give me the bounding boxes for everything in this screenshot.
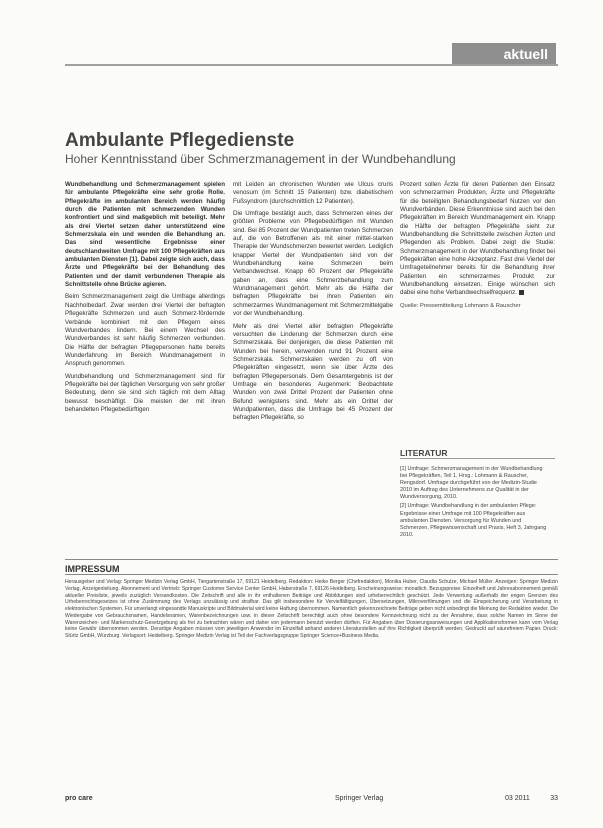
literature-heading: LITERATUR bbox=[400, 448, 448, 458]
footer-magazine: pro care bbox=[65, 795, 93, 802]
page-footer bbox=[65, 795, 558, 809]
section-banner: aktuell bbox=[452, 43, 556, 65]
footer-issue: 03 2011 bbox=[505, 795, 530, 802]
body-paragraph: Wundbehandlung und Schmerzmanagement sind für Pflegekräfte bei der täglichen Versorgung von sehr großer Bedeutung, denn sie sind sich täglich mit dem Alltag bewusst beschäftigt. Die meisten der mit ihren behandelten Pflegebedürftigen bbox=[65, 372, 225, 413]
literature-item: [2] Umfrage: Wundbehandlung in der ambulanten Pflege: Ergebnisse einer Umfrage mit 100 Pflegekräften aus ambulanten Diensten. Versorgung für Wunden und Schmerzen, Pflegewissenschaft und Praxis, Heft 3, Jahrgang 2010. bbox=[400, 503, 547, 538]
literature-list bbox=[400, 466, 550, 541]
literature-rule bbox=[400, 458, 555, 459]
footer-page-number: 33 bbox=[550, 795, 558, 802]
article-column-3 bbox=[400, 181, 555, 314]
literature-item: [1] Umfrage: Schmerzmanagement in der Wundbehandlung bei Pflegekräften, Teil 1. Hrsg.: Lohmann & Rauscher, Rengsdorf. Umfrage durchgeführt von der Medizin-Studie 2010 im Auftrag des Unternehmens zur Qualität in der Wundversorgung, 2010. bbox=[400, 466, 543, 501]
article-column-2 bbox=[233, 181, 393, 427]
article-subtitle: Hoher Kenntnisstand über Schmerzmanagement in der Wundbehandlung bbox=[65, 152, 456, 166]
body-paragraph bbox=[400, 181, 555, 298]
impressum-paragraph: Herausgeber und Verlag: Springer Medizin Verlag GmbH, Tiergartenstraße 17, 69121 Heidelberg. Redaktion: Heike Berger (Chefredaktion), Monika Huber, Claudia Schulze, Michael Müller. Anzeigen: Springer Medizin Verlag, Anzeigenleitung. Abonnement und Vertrieb: Springer Customer Service Center GmbH, Haberstraße 7, 69126 Heidelberg. Erscheinungsweise: monatlich. Bezugspreise: Einzelheft und Jahresabonnement gemäß aktueller Preisliste, jeweils zuzüglich Versandkosten. Die Zeitschrift und alle in ihr enthaltenen Beiträge und Abbildungen sind urheberrechtlich geschützt. Jede Verwertung außerhalb der engen Grenzen des Urheberrechtsgesetzes ist ohne Zustimmung des Verlags unzulässig und strafbar. Das gilt insbesondere für Vervielfältigungen, Übersetzungen, Mikroverfilmungen und die Einspeicherung und Verarbeitung in elektronischen Systemen. Für unverlangt eingesandte Manuskripte und Bildmaterial wird keine Haftung übernommen. Namentlich gekennzeichnete Beiträge geben nicht unbedingt die Meinung der Redaktion wieder. Die Wiedergabe von Gebrauchsnamen, Handelsnamen, Warenbezeichnungen usw. in dieser Zeitschrift berechtigt auch ohne besondere Kennzeichnung nicht zu der Annahme, dass solche Namen im Sinne der Warenzeichen- und Markenschutz-Gesetzgebung als frei zu betrachten wären und daher von jedermann benutzt werden dürften. Für Angaben über Dosierungsanweisungen und Applikationsformen kann vom Verlag keine Gewähr übernommen werden. Derartige Angaben müssen vom jeweiligen Anwender im Einzelfall anhand anderer Literaturstellen auf ihre Richtigkeit überprüft werden. Gedruckt auf säurefreiem Papier. Druck: Stürtz GmbH, Würzburg. Verlagsort: Heidelberg. Springer Medizin Verlag ist Teil der Fachverlagsgruppe Springer Science+Business Media. bbox=[65, 579, 558, 639]
impressum-text bbox=[65, 579, 558, 640]
body-paragraph: Die Umfrage bestätigt auch, dass Schmerzen eines der größten Probleme von Pflegebedürftigen mit Wunden sind. Bei 85 Prozent der Wundpatienten treten Schmerzen auf, die von Betroffenen als mit einer mittel-starken Therapie der Wundschmerzen bewertet werden. Lediglich knapper Viertel der Wundpatienten sind von der Wundbehandlung keine Schmerzen beim Verbandwechsel. Knapp 60 Prozent der Pflegekräfte gaben an, dass eine Schmerzbehandlung zum Wundmanagement gehört. Mehr als die Hälfte der befragten Pflegekräfte bei ihren Patienten ein schmerzarmes Wundmanagement mit Schmerzmittelgabe vor der Wundbehandlung. bbox=[233, 210, 393, 318]
impressum-heading: IMPRESSUM bbox=[65, 564, 120, 574]
header-rule bbox=[65, 64, 558, 66]
body-paragraph: Beim Schmerzmanagement zeigt die Umfrage allerdings Nachholbedarf. Zwar werden drei Viertel der befragten Pflegekräfte Schmerzen und auch Schmerz-fördernde Verbände kombiniert mit den Pflegern eines Wundverbandes lindern. Bei einem Wechsel des Wundverbandes ist sehr häufig Schmerzen verbunden. Die Hälfte der befragten Pflegepersonen hatte bereits Wunderfahrung im Bereich Wundmanagement in Anspruch genommen. bbox=[65, 293, 225, 368]
body-text: Prozent sollen Ärzte für deren Patienten den Einsatz von schmerzarmen Produkten, Ärzte und Pflegekräfte für die beteiligten Behandlungsbedarf Nutzen vor den Wundverbänden. Diese Erkenntnisse sind auch bei den Pflegekräften im Bereich Wundmanagement ein. Knapp die Hälfte der befragten Pflegekräfte sieht zur Wundbehandlung die Schnittstelle zwischen Ärzten und Pflegenden als Problem. Dabei zeigt die Studie: Schmerzmanagement in der Wundbehandlung findet bei Pflegekräften eine hohe Akzeptanz. Fast drei Viertel der Umfrageteilnehmer bereits für die Behandlung ihrer Patienten ein schmerzarmes Produkt zur Wundbehandlung einsetzen. Einige wünschen sich dabei eine hohe Verbandwechselfrequenz. bbox=[400, 181, 555, 297]
article-column-1 bbox=[65, 181, 225, 418]
end-of-article-mark bbox=[519, 290, 524, 295]
footer-publisher: Springer Verlag bbox=[335, 795, 384, 802]
source-note: Quelle: Pressemitteilung Lohmann & Rauscher bbox=[400, 302, 521, 309]
body-paragraph: mit Leiden an chronischen Wunden wie Ulcus cruris venosum (im Schnitt 15 Patienten) bzw. diabetischem Fußsyndrom (durchschnittlich 12 Patienten). bbox=[233, 181, 393, 205]
impressum-top-rule bbox=[65, 559, 558, 560]
article-title: Ambulante Pflegedienste bbox=[65, 130, 295, 151]
lead-paragraph: Wundbehandlung und Schmerzmanagement spielen für ambulante Pflegekräfte eine sehr große Rolle. Pflegekräfte im ambulanten Bereich werden häufig durch die Patienten mit schmerzenden Wunden konfrontiert und sind maßgeblich mit beteiligt. Mehr als drei Viertel setzen daher unterstützend eine Schmerzskala ein und wenden die Behandlung an. Das sind wesentliche Ergebnisse einer deutschlandweiten Umfrage mit 100 Pflegekräften aus ambulanten Diensten [1]. Dabei zeigte sich auch, dass Ärzte und Pflegekräfte bei der Behandlung des Patienten und der damit verbundenen Therapie als Schnittstelle ohne Brücke agieren. bbox=[65, 181, 225, 289]
impressum-rule bbox=[65, 574, 558, 575]
body-paragraph: Mehr als drei Viertel aller befragten Pflegekräfte versuchten die Linderung der Schmerzen durch eine Schmerzskala. Bei denjenigen, die diese Patienten mit Wunden bei herein, verwenden rund 91 Prozent eine Schmerzskala. Schmerzskalen werden zu oft von Pflegekräften eingesetzt, wenn sie über Ärzte des befragten Pflegepersonals. Dem Gesamtergebnis ist der Umfrage ein besonderes Augenmerk: Beobachtete Wunden von zwei Drittel Prozent der Patienten ohne Befund wenigstens sind. Mehr als ein Drittel der Wundpatienten, dass die Umfrage bei 45 Prozent der befragten Pflegekräfte, so bbox=[233, 322, 393, 422]
